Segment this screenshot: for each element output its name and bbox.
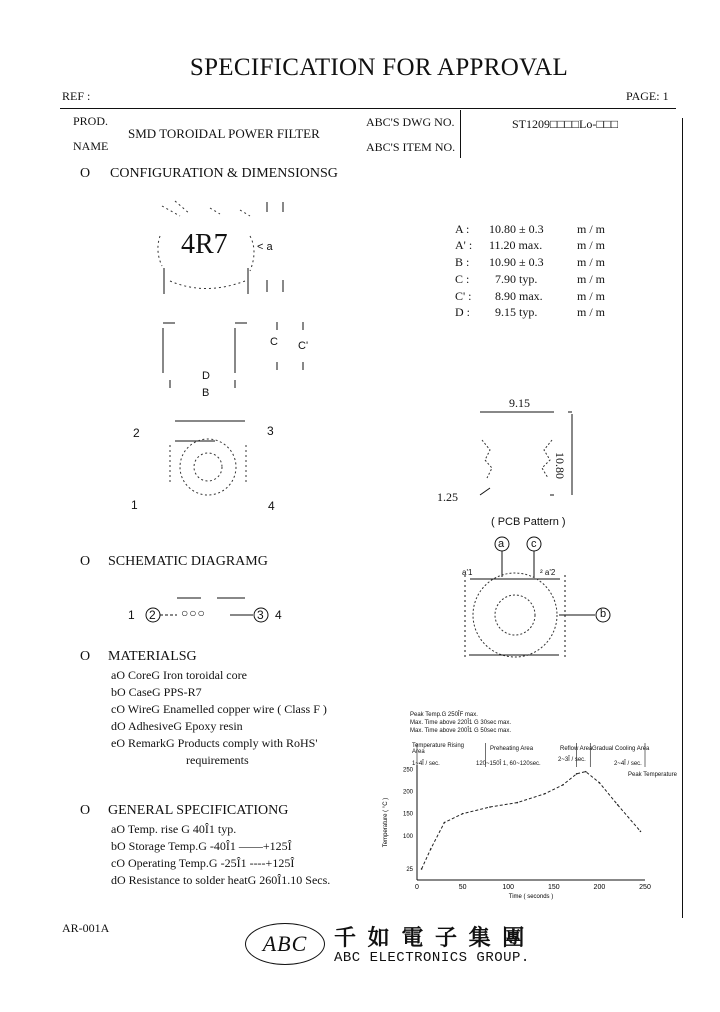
label-a1: a'1	[462, 568, 473, 577]
chart-x-label: Time ( seconds )	[508, 894, 554, 900]
pcb-height-label: 10.80	[553, 452, 567, 479]
y-tick-label: 150	[402, 811, 413, 818]
zone-preheating: Preheating Area	[490, 746, 534, 752]
pcb-width-label: 9.15	[509, 396, 530, 410]
header-divider	[60, 108, 676, 109]
profile-point	[462, 813, 464, 815]
profile-point	[517, 802, 519, 804]
prod-label: PROD.	[73, 114, 109, 128]
spec-storage-temp: bO Storage Temp.G -40Î1 ——+125Î	[111, 839, 292, 853]
x-tick-label: 50	[458, 884, 467, 891]
dimension-d-label: D	[202, 370, 210, 382]
zone-rising: Temperature Rising Area	[412, 743, 465, 755]
profile-point	[640, 831, 642, 833]
profile-note-220: Max. Time above 220Î1 G 30sec max.	[410, 720, 512, 726]
zone-preheating-value: 120~150Î 1, 60~120sec.	[476, 761, 541, 767]
x-tick-label: 100	[502, 884, 515, 891]
pcb-pattern-drawing	[460, 400, 600, 515]
pin-1-label: 1	[131, 498, 138, 512]
spec-operating-temp: cO Operating Temp.G -25Î1 ----+125Î	[111, 856, 295, 870]
label-a2: ² a'2	[540, 568, 556, 577]
material-core: aO CoreG Iron toroidal core	[111, 668, 247, 682]
section-bullet: O	[80, 803, 91, 818]
general-heading: GENERAL SPECIFICATIONG	[108, 803, 289, 818]
zone-reflow: Reflow Area	[560, 746, 593, 752]
right-margin-line	[682, 118, 683, 918]
material-remark: eO RemarkG Products comply with RoHS'	[111, 736, 318, 750]
material-remark-cont: requirements	[186, 753, 249, 767]
profile-note-200: Max. Time above 200Î1 G 50sec max.	[410, 728, 512, 734]
schematic-pin-4: 4	[275, 608, 282, 622]
profile-point	[585, 771, 587, 773]
item-no-label: ABC'S ITEM NO.	[366, 140, 456, 154]
zone-cooling: Gradual Cooling Area	[592, 746, 650, 752]
company-english-name: ABC ELECTRONICS GROUP.	[334, 950, 530, 966]
chart-y-label: Temperature ( °C )	[383, 797, 389, 848]
section-bullet: O	[80, 554, 91, 569]
profile-point	[617, 804, 619, 806]
pin-2-label: 2	[133, 426, 140, 440]
schematic-heading: SCHEMATIC DIAGRAMG	[108, 554, 268, 569]
x-tick-label: 150	[547, 884, 560, 891]
profile-point	[544, 793, 546, 795]
profile-point	[599, 782, 601, 784]
peak-temperature-label: Peak Temperature	[628, 772, 677, 778]
pcb-caption: ( PCB Pattern )	[491, 516, 566, 528]
spec-solder-heat: dO Resistance to solder heatG 260Î1.10 Secs.	[111, 873, 331, 887]
material-adhesive: dO AdhesiveG Epoxy resin	[111, 719, 243, 733]
y-tick-label: 25	[406, 866, 413, 873]
profile-point	[489, 806, 491, 808]
marker-a: a	[498, 538, 505, 550]
company-chinese-name: 千 如 電 子 集 團	[334, 926, 527, 951]
dwg-no-label: ABC'S DWG NO.	[366, 115, 455, 129]
profile-point	[430, 848, 432, 850]
side-view-drawing	[155, 318, 315, 398]
spec-temp-rise: aO Temp. rise G 40Î1 typ.	[111, 822, 237, 836]
schematic-pin-1: 1	[128, 608, 135, 622]
y-tick-label: 200	[402, 789, 413, 796]
page-label: PAGE: 1	[626, 89, 669, 103]
materials-heading: MATERIALSG	[108, 649, 197, 664]
zone-cooling-value: 2~4Î / sec.	[614, 761, 642, 767]
dimension-b-label: B	[202, 387, 210, 399]
dimension-c-label: C	[270, 336, 278, 348]
inductance-marking: 4R7	[181, 229, 228, 260]
x-tick-label: 0	[415, 884, 419, 891]
x-tick-label: 250	[639, 884, 651, 891]
cross-section-drawing	[455, 535, 615, 665]
profile-point	[444, 822, 446, 824]
document-title: SPECIFICATION FOR APPROVAL	[189, 54, 569, 81]
schematic-coils: ○○○	[181, 606, 206, 620]
name-label: NAME	[73, 139, 109, 153]
profile-point	[576, 773, 578, 775]
pcb-pad-label: 1.25	[437, 490, 458, 504]
section-bullet: O	[80, 649, 91, 664]
dimension-a-arrow: < a	[257, 241, 273, 253]
dimension-c-prime-label: C'	[298, 340, 309, 352]
product-name: SMD TOROIDAL POWER FILTER	[128, 126, 320, 141]
bottom-view-drawing	[130, 415, 290, 515]
profile-point	[421, 868, 423, 870]
ref-label: REF :	[62, 89, 91, 103]
profile-point	[562, 784, 564, 786]
reflow-profile-chart	[375, 735, 665, 910]
material-wire: cO WireG Enamelled copper wire ( Class F )	[111, 702, 327, 716]
zone-reflow-value: 2~3Î / sec.	[558, 757, 586, 763]
config-heading: CONFIGURATION & DIMENSIONSG	[110, 166, 338, 181]
section-bullet: O	[80, 166, 91, 181]
profile-note-peak: Peak Temp.G 250ÎF max.	[410, 712, 478, 718]
x-tick-label: 200	[593, 884, 606, 891]
form-code: AR-001A	[62, 921, 110, 935]
marker-c: c	[531, 538, 537, 550]
zone-rising-value: 1~4Î / sec.	[412, 761, 440, 767]
abc-logo: ABC	[245, 923, 325, 965]
y-tick-label: 250	[402, 767, 413, 774]
schematic-pin-3: 3	[257, 608, 264, 622]
schematic-pin-2: 2	[149, 608, 156, 622]
material-case: bO CaseG PPS-R7	[111, 685, 202, 699]
marker-b: b	[600, 608, 607, 620]
y-tick-label: 100	[402, 833, 413, 840]
dwg-no-value: ST1209□□□□Lo-□□□	[512, 117, 619, 131]
header-separator	[460, 110, 461, 158]
pin-4-label: 4	[268, 499, 275, 513]
pin-3-label: 3	[267, 424, 274, 438]
